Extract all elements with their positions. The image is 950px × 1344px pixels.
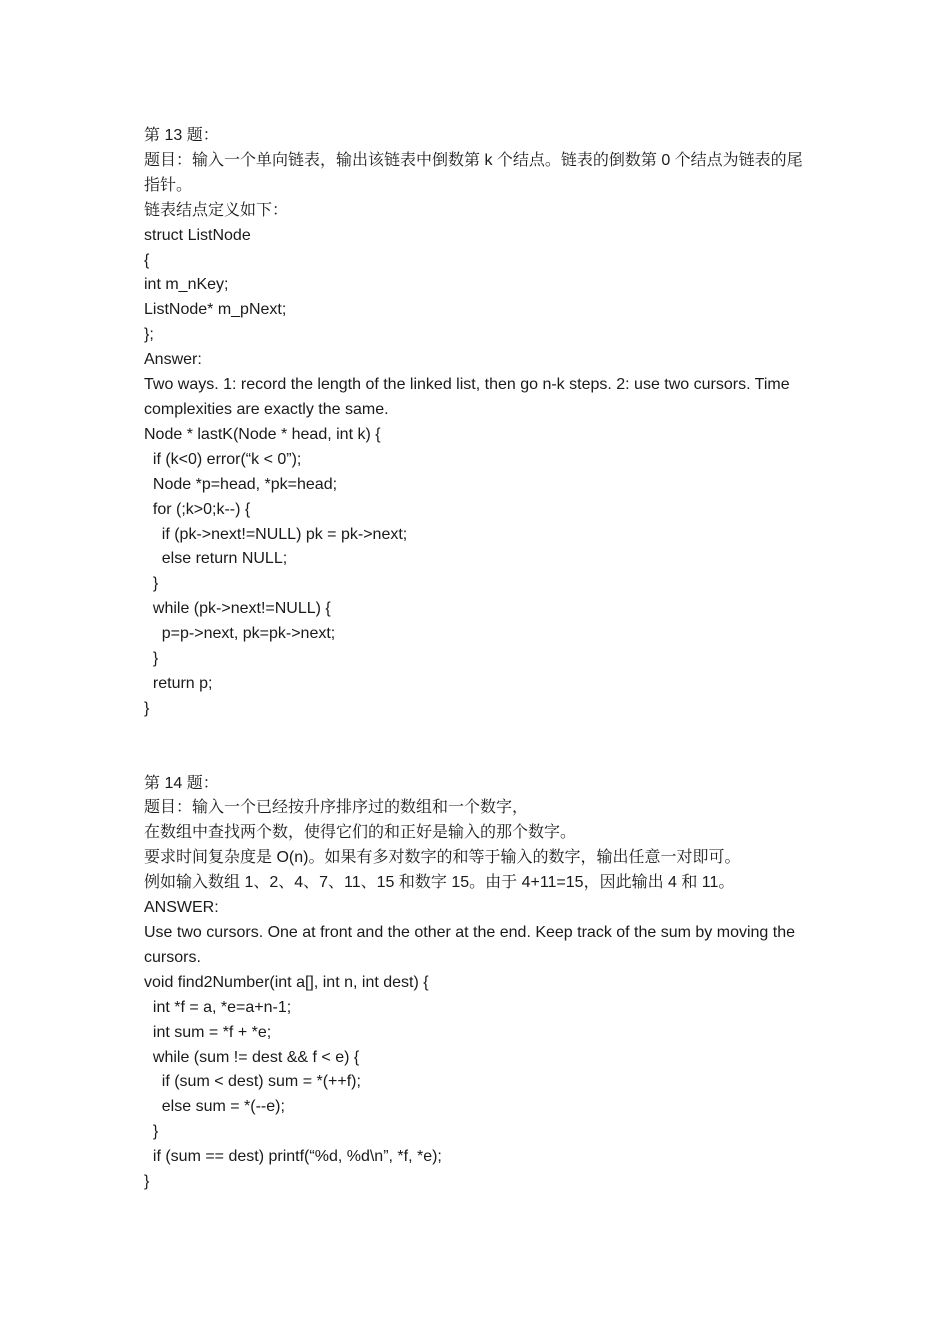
text-line: 第 14 题： <box>144 774 219 792</box>
text-line: struct ListNode <box>144 226 251 244</box>
text-line: else sum = *(--e); <box>144 1098 285 1116</box>
question-section-1 <box>144 124 814 722</box>
text-line: p=p->next, pk=pk->next; <box>144 625 336 643</box>
text-line: { <box>144 251 150 269</box>
text-line: void find2Number(int a[], int n, int dest) { <box>144 973 429 991</box>
text-line: Two ways. 1: record the length of the linked list, then go n-k steps. 2: use two cursors. Time complexities are exactly the same. <box>144 376 795 418</box>
text-line: 例如输入数组 1、2、4、7、11、15 和数字 15。由于 4+11=15，因此输出 4 和 11。 <box>144 874 735 892</box>
text-line: int m_nKey; <box>144 276 229 294</box>
text-line: } <box>144 1123 159 1141</box>
text-line: else return NULL; <box>144 550 288 568</box>
text-line: if (pk->next!=NULL) pk = pk->next; <box>144 525 408 543</box>
text-line: if (k<0) error(“k < 0”); <box>144 450 302 468</box>
text-line: Node *p=head, *pk=head; <box>144 475 338 493</box>
text-line: if (sum < dest) sum = *(++f); <box>144 1073 361 1091</box>
text-line: ListNode* m_pNext; <box>144 301 287 319</box>
text-line: for (;k>0;k--) { <box>144 500 251 518</box>
text-line: } <box>144 1173 150 1191</box>
text-line: 要求时间复杂度是 O(n)。如果有多对数字的和等于输入的数字，输出任意一对即可。 <box>144 849 741 867</box>
text-line: int *f = a, *e=a+n-1; <box>144 998 292 1016</box>
text-line: int sum = *f + *e; <box>144 1023 272 1041</box>
question-section-2 <box>144 772 814 1195</box>
text-line: 在数组中查找两个数，使得它们的和正好是输入的那个数字。 <box>144 824 577 842</box>
text-line: while (pk->next!=NULL) { <box>144 600 331 618</box>
text-line: 第 13 题： <box>144 127 219 144</box>
text-line: Answer: <box>144 351 202 369</box>
text-line: }; <box>144 326 154 344</box>
text-line: 题目：输入一个单向链表，输出该链表中倒数第 k 个结点。链表的倒数第 0 个结点为链表的尾指针。 <box>144 151 803 194</box>
text-line: 链表结点定义如下： <box>144 201 289 219</box>
text-line: } <box>144 650 159 668</box>
text-line: 题目：输入一个已经按升序排序过的数组和一个数字， <box>144 799 529 817</box>
text-line: } <box>144 575 159 593</box>
text-line: ANSWER: <box>144 899 219 917</box>
text-line: Node * lastK(Node * head, int k) { <box>144 425 381 443</box>
text-line: while (sum != dest && f < e) { <box>144 1048 360 1066</box>
text-line: if (sum == dest) printf(“%d, %d\n”, *f, *e); <box>144 1148 442 1166</box>
document-page <box>144 124 814 1195</box>
text-line: return p; <box>144 674 213 692</box>
text-line: } <box>144 699 150 717</box>
text-line: Use two cursors. One at front and the other at the end. Keep track of the sum by moving the cursors. <box>144 923 800 966</box>
